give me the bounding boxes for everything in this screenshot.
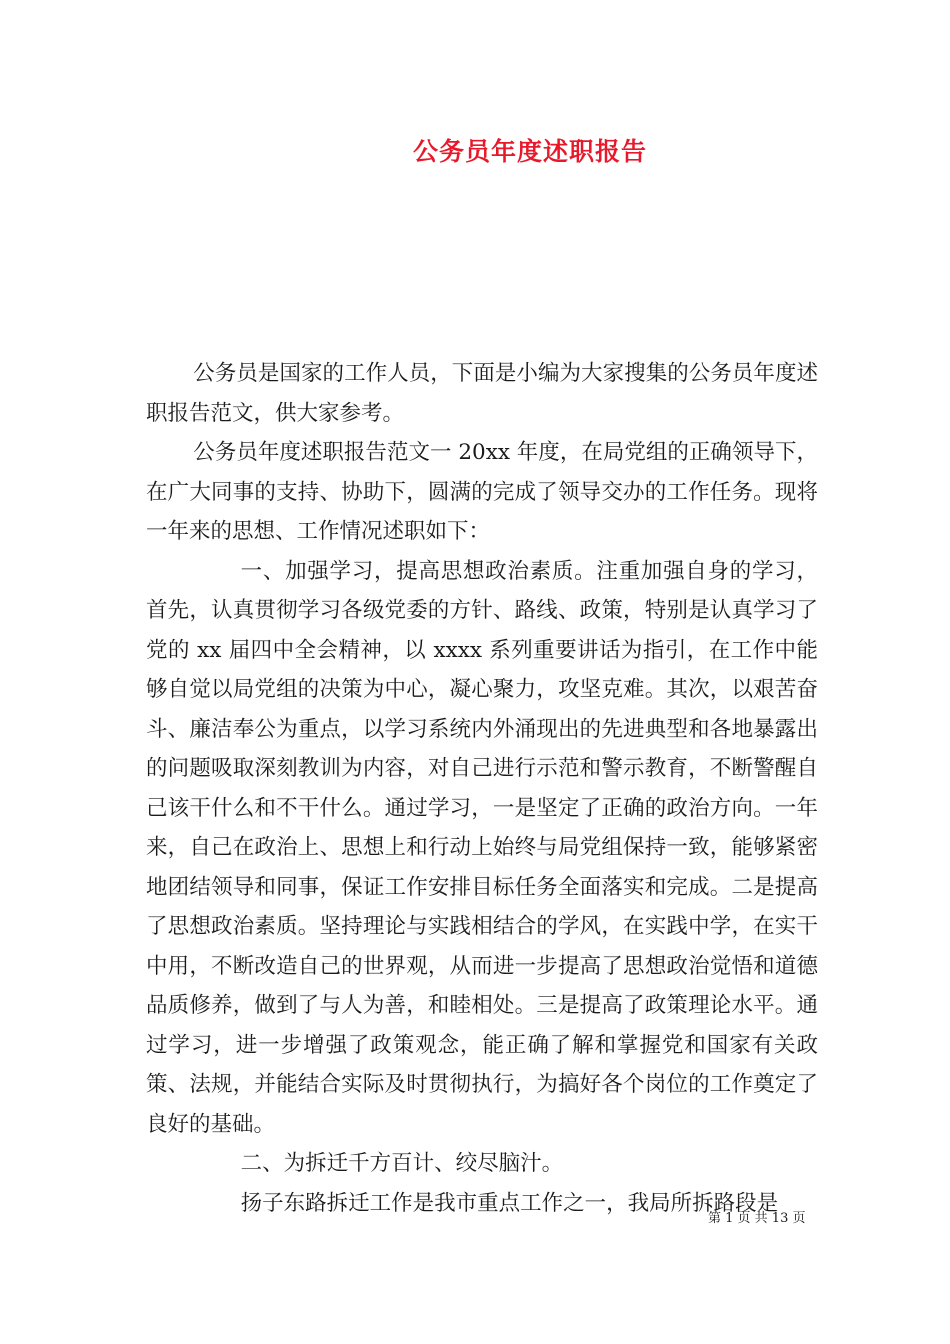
paragraph-sample-one: 公务员年度述职报告范文一 20xx 年度，在局党组的正确领导下，在广大同事的支持、协助下，圆满的完成了领导交办的工作任务。现将一年来的思想、工作情况述职如下：	[146, 440, 818, 544]
page-number-footer: 第 1 页 共 13 页	[708, 1211, 806, 1226]
document-title: 公务员年度述职报告	[412, 137, 647, 166]
paragraph-intro: 公务员是国家的工作人员，下面是小编为大家搜集的公务员年度述职报告范文，供大家参考。	[146, 361, 818, 426]
paragraph-section-two-body: 扬子东路拆迁工作是我市重点工作之一，我局所拆路段是	[240, 1190, 779, 1216]
document-body	[146, 354, 818, 1223]
paragraph-section-one: 一、加强学习，提高思想政治素质。注重加强自身的学习，首先，认真贯彻学习各级党委的方针、路线、政策，特别是认真学习了党的 xx 届四中全会精神，以 xxxx 系列重要讲话为指引，在工作中能够自觉以局党组的决策为中心，凝心聚力，攻坚克难。其次，以艰苦奋斗、廉洁奉公为重点，以学习系统内外涌现出的先进典型和各地暴露出的问题吸取深刻教训为内容，对自己进行示范和警示教育，不断警醒自己该干什么和不干什么。通过学习，一是坚定了正确的政治方向。一年来，自己在政治上、思想上和行动上始终与局党组保持一致，能够紧密地团结领导和同事，保证工作安排目标任务全面落实和完成。二是提高了思想政治素质。坚持理论与实践相结合的学风，在实践中学，在实干中用，不断改造自己的世界观，从而进一步提高了思想政治觉悟和道德品质修养，做到了与人为善，和睦相处。三是提高了政策理论水平。通过学习，进一步增强了政策观念，能正确了解和掌握党和国家有关政策、法规，并能结合实际及时贯彻执行，为搞好各个岗位的工作奠定了良好的基础。	[146, 558, 818, 1137]
paragraph-section-two-heading: 二、为拆迁千方百计、绞尽脑汁。	[240, 1151, 564, 1176]
